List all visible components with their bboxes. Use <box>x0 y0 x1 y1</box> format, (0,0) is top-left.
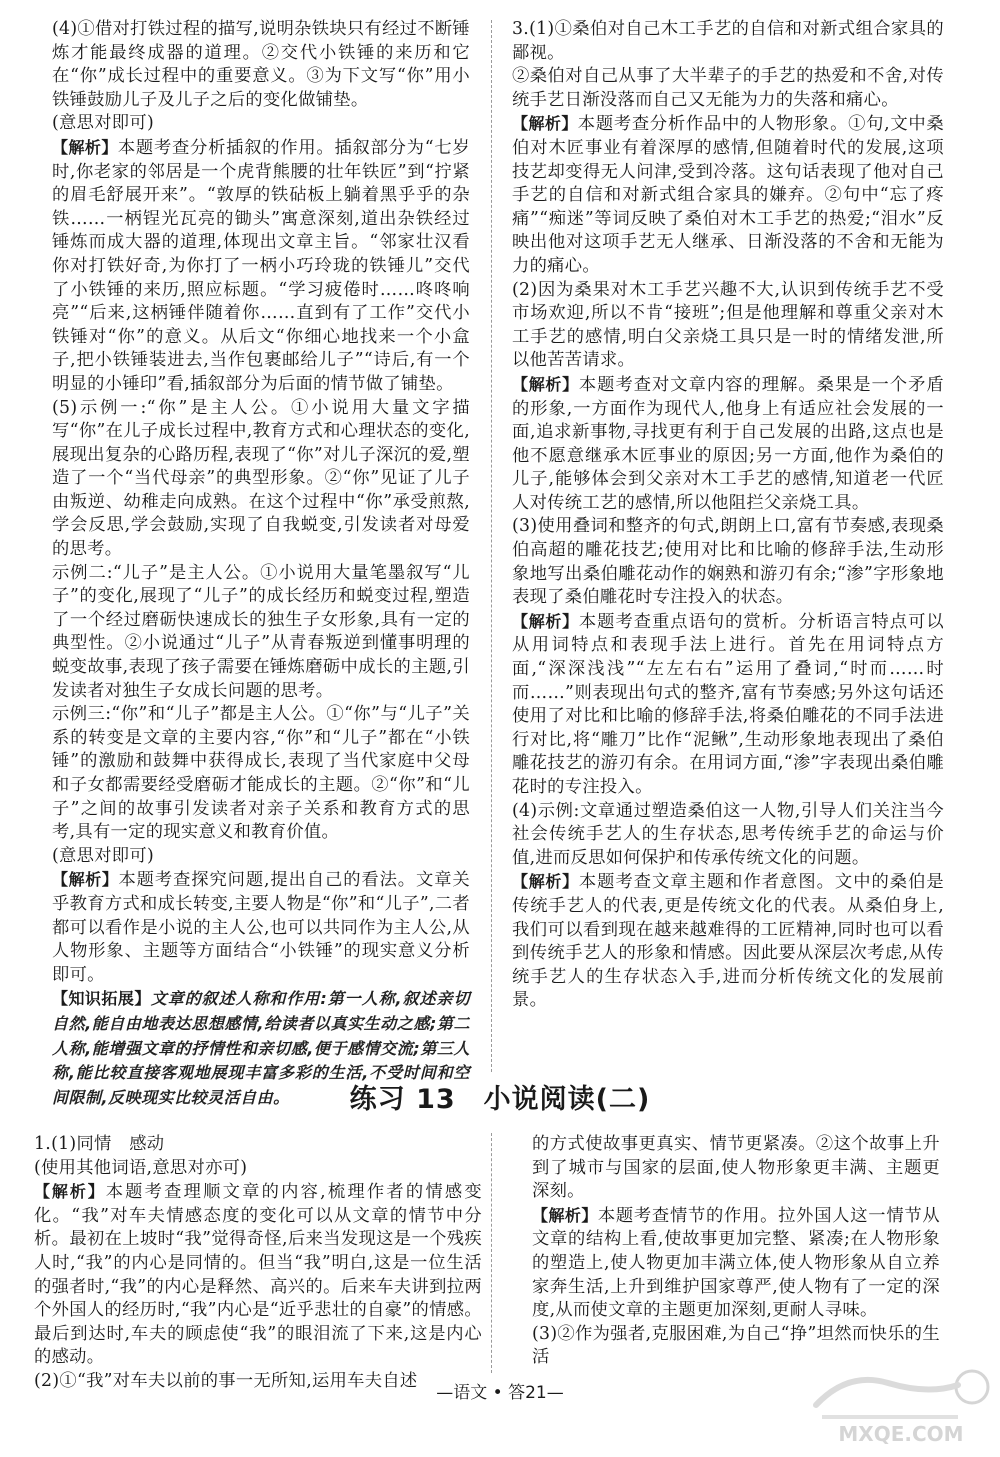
tag-label: 解析 <box>51 1182 88 1202</box>
paragraph-text: 本题考查理顺文章的内容,梳理作者的情感变化。“我”对车夫情感态度的变化可以从文章的情节中分析。最初在上坡时“我”觉得奇怪,后来当发现这是一个残疾人时,“我”的内心是同情的。但当“我”明白,这是一位生活的强者时,“我”的内心是释然、高兴的。后来车夫讲到拉两个外国人的经历时,“我”内心是“近乎悲壮的自豪”的情感。最后到达时,车夫的顾虑使“我”的眼泪流了下来,这是内心的感动。 <box>34 1182 482 1368</box>
answer-paragraph <box>52 868 470 987</box>
tag-label: 解析 <box>528 872 563 892</box>
paragraph-text: (2)①“我”对车夫以前的事一无所知,运用车夫自述 <box>34 1370 418 1391</box>
tag-label: 知识拓展 <box>68 989 135 1009</box>
watermark-logo <box>808 1365 994 1449</box>
section-tag: 【解析】 <box>512 611 579 631</box>
paragraph-text: 文章的叙述人称和作用:第一人称,叙述亲切自然,能自由地表达思想感情,给读者以真实生动之感;第二人称,能增强文章的抒情性和亲切感,便于感情交流;第三人称,能比较直接客观地展现丰富多彩的生活,不受时间和空间限制,反映现实比较灵活自由。 <box>52 989 470 1107</box>
answer-column-top-left <box>52 18 470 1110</box>
answer-paragraph <box>512 870 944 1013</box>
section-tag: 【解析】 <box>532 1205 598 1225</box>
answer-paragraph <box>52 112 470 136</box>
paragraph-text: 3.(1)①桑伯对自己木工手艺的自信和对新式组合家具的鄙视。 <box>512 19 944 63</box>
paragraph-text: (4)①借对打铁过程的描写,说明杂铁块只有经过不断锤炼才能最终成器的道理。②交代小铁锤的来历和它在“你”成长过程中的重要意义。③为下文写“你”用小铁锤鼓励儿子及儿子之后的变化做铺垫。 <box>52 19 470 110</box>
paragraph-text: (使用其他词语,意思对亦可) <box>34 1157 248 1178</box>
paragraph-text: 1.(1)同情 感动 <box>34 1134 165 1154</box>
answer-paragraph <box>512 65 944 112</box>
answer-paragraph <box>512 800 944 871</box>
tag-label: 解析 <box>528 611 563 631</box>
answer-paragraph <box>512 112 944 278</box>
answer-paragraph <box>52 18 470 112</box>
answer-paragraph <box>52 703 470 845</box>
answer-column-top-right <box>512 18 944 1013</box>
paragraph-text: 的方式使故事更真实、情节更紧凑。②这个故事上升到了城市与国家的层面,使人物形象更丰满、主题更深刻。 <box>532 1134 940 1202</box>
tag-label: 解析 <box>68 870 102 890</box>
section-tag: 【解析】 <box>512 872 579 892</box>
answer-paragraph <box>512 18 944 65</box>
section-tag: 【知识拓展】 <box>52 989 151 1009</box>
paragraph-text: 本题考查探究问题,提出自己的看法。文章关乎教育方式和成长转变,主要人物是“你”和“儿子”,二者都可以看作是小说的主人公,也可以共同作为主人公,从人物形象、主题等方面结合“小铁锤”的现实意义分析即可。 <box>52 870 470 985</box>
paragraph-text: 本题考查情节的作用。拉外国人这一情节从文章的结构上看,使故事更加完整、紧凑;在人物形象的塑造上,使人物更加丰满立体,使人物形象从自立养家奔生活,上升到维护国家尊严,使人物有了一定的深度,从而使文章的主题更加深刻,更耐人寻味。 <box>532 1205 940 1321</box>
answer-paragraph <box>34 1180 482 1370</box>
answer-paragraph <box>512 610 944 800</box>
paragraph-text: 本题考查重点语句的赏析。分析语言特点可以从用词特点和表现手法上进行。首先在用词特点方面,“深深浅浅”“左左右右”运用了叠词,“时而……时而……”则表现出句式的整齐,富有节奏感;另外这句话还使用了对比和比喻的修辞手法,将桑伯雕花的不同手法进行对比,将“雕刀”比作“泥鳅”,生动形象地表现出了桑伯雕花技艺的游刃有余。在用词方面,“渗”字表现出桑伯雕花时的专注投入。 <box>512 611 944 797</box>
section-tag: 【解析】 <box>512 374 579 394</box>
answer-paragraph <box>52 397 470 562</box>
page-footer: —语文 • 答21— <box>436 1383 564 1403</box>
paragraph-text: ②桑伯对自己从事了大半辈子的手艺的热爱和不舍,对传统手艺日渐没落而自己又无能为力的失落和痛心。 <box>512 66 944 110</box>
tag-label: 解析 <box>68 137 102 157</box>
answer-paragraph <box>512 279 944 373</box>
answer-column-bottom-right <box>532 1133 940 1370</box>
paragraph-text: 本题考查文章主题和作者意图。文中的桑伯是传统手艺人的代表,更是传统文化的代表。从桑伯身上,我们可以看到现在越来越难得的工匠精神,同时也可以看到传统手艺人的形象和情感。因此要从深层次考虑,从传统手艺人的生存状态入手,进而分析传统文化的发展前景。 <box>512 872 944 1011</box>
paragraph-text: 本题考查分析插叙的作用。插叙部分为“七岁时,你老家的邻居是一个虎背熊腰的壮年铁匠”到“拧紧的眉毛舒展开来”。“敦厚的铁砧板上躺着黑乎乎的杂铁……一柄锃光瓦亮的锄头”寓意深刻,道出杂铁经过锤炼而成大器的道理,体现出文章主旨。“邻家壮汉看你对打铁好奇,为你打了一柄小巧玲珑的铁锤儿”交代了小铁锤的来历,照应标题。“学习疲倦时……咚咚响亮”“后来,这柄锤伴随着你……直到有了工作”交代小铁锤对“你”的意义。从后文“你细心地找来一个小盒子,把小铁锤装进去,当作包裹邮给儿子”“诗后,有一个明显的小锤印”看,插叙部分为后面的情节做了铺垫。 <box>52 137 470 394</box>
paragraph-text: (2)因为桑果对木工手艺兴趣不大,认识到传统手艺不受市场欢迎,所以不肯“接班”;但是他理解和尊重父亲对木工手艺的感情,明白父亲烧工具只是一时的情绪发泄,所以他苦苦请求。 <box>512 279 944 371</box>
paragraph-text: (4)示例:文章通过塑造桑伯这一人物,引导人们关注当今社会传统手艺人的生存状态,思考传统手艺的命运与价值,进而反思如何保护和传承传统文化的问题。 <box>512 800 944 868</box>
answer-paragraph <box>52 136 470 397</box>
column-divider <box>491 1133 492 1373</box>
column-divider <box>491 20 492 1072</box>
answer-paragraph <box>532 1133 940 1204</box>
answer-paragraph <box>512 373 944 516</box>
paragraph-text: (意思对即可) <box>52 113 154 134</box>
section-tag: 【解析】 <box>52 870 119 890</box>
section-tag: 【解析】 <box>512 114 578 134</box>
paragraph-text: (意思对即可) <box>52 845 154 866</box>
answer-paragraph <box>512 515 944 609</box>
paragraph-text: (5)示例一:“你”是主人公。①小说用大量文字描写“你”在儿子成长过程中,教育方式和心理状态的变化,展现出复杂的心路历程,表现了“你”对儿子深沉的爱,塑造了一个“当代母亲”的典型形象。②“你”见证了儿子由叛逆、幼稚走向成熟。在这个过程中“你”承受煎熬,学会反思,学会鼓励,实现了自我蜕变,引发读者对母爱的思考。 <box>52 397 470 560</box>
paragraph-text: 本题考查分析作品中的人物形象。①句,文中桑伯对木匠事业有着深厚的感情,但随着时代的发展,这项技艺却变得无人问津,受到冷落。这句话表现了他对自己手艺的自信和对新式组合家具的嫌弃。②句中“忘了疼痛”“痴迷”等词反映了桑伯对木工手艺的热爱;“泪水”反映出他对这项手艺无人继承、日渐没落的不舍和无能为力的痛心。 <box>512 114 944 276</box>
answer-paragraph <box>52 845 470 869</box>
tag-label: 解析 <box>528 114 562 134</box>
answer-paragraph <box>34 1133 482 1157</box>
section-tag: 【解析】 <box>34 1182 106 1202</box>
paragraph-text: 示例三:“你”和“儿子”都是主人公。①“你”与“儿子”关系的转变是文章的主要内容,“你”和“儿子”都在“小铁锤”的激励和鼓舞中获得成长,表现了当代家庭中父母和子女都需要经受磨砺才能成长的主题。②“你”和“儿子”之间的故事引发读者对亲子关系和教育方式的思考,具有一定的现实意义和教育价值。 <box>52 704 470 843</box>
answer-paragraph <box>532 1204 940 1323</box>
tag-label: 解析 <box>528 374 563 394</box>
watermark-text: MXQE.COM <box>838 1422 964 1446</box>
answer-paragraph <box>532 1323 940 1370</box>
tag-label: 解析 <box>548 1205 582 1225</box>
paragraph-text: (3)使用叠词和整齐的句式,朗朗上口,富有节奏感,表现桑伯高超的雕花技艺;使用对比和比喻的修辞手法,生动形象地写出桑伯雕花动作的娴熟和游刃有余;“渗”字形象地表现了桑伯雕花时专注投入的状态。 <box>512 516 944 608</box>
paragraph-text: 示例二:“儿子”是主人公。①小说用大量笔墨叙写“儿子”的变化,展现了“儿子”的成长经历和蜕变过程,塑造了一个经过磨砺快速成长的独生子女形象,具有一定的典型性。②小说通过“儿子”从青春叛逆到懂事明理的蜕变故事,表现了孩子需要在锤炼磨砺中成长的主题,引发读者对独生子女成长问题的思考。 <box>52 562 470 701</box>
paragraph-text: (3)②作为强者,克服困难,为自己“挣”坦然而快乐的生活 <box>532 1323 940 1368</box>
section-title: 练习 13 小说阅读(二) <box>349 1084 651 1115</box>
answer-paragraph <box>52 562 470 704</box>
paragraph-text: 本题考查对文章内容的理解。桑果是一个矛盾的形象,一方面作为现代人,他身上有适应社会发展的一面,追求新事物,寻找更有利于自己发展的出路,这点也是他不愿意继承木匠事业的原因;另一方面,他作为桑伯的儿子,能够体会到父亲对木工手艺的感情,知道老一代匠人对传统工艺的感情,所以他阻拦父亲烧工具。 <box>512 374 944 513</box>
answer-column-bottom-left <box>34 1133 482 1394</box>
answer-paragraph <box>34 1157 482 1181</box>
section-tag: 【解析】 <box>52 137 118 157</box>
